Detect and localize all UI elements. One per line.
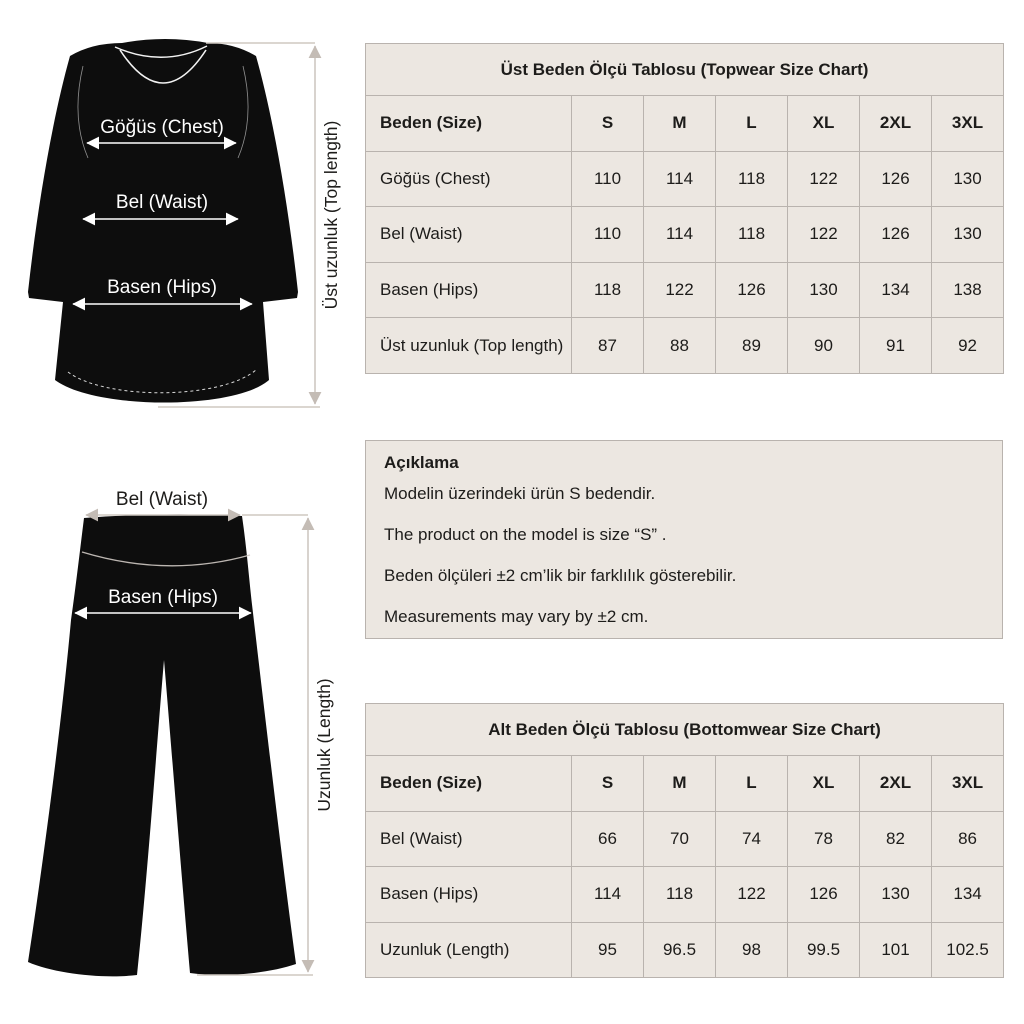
- value-cell: 126: [860, 151, 932, 207]
- value-cell: 98: [716, 922, 788, 978]
- value-cell: 114: [644, 207, 716, 263]
- value-cell: 126: [716, 262, 788, 318]
- row-label-cell: Göğüs (Chest): [366, 151, 572, 207]
- size-header-m: M: [644, 96, 716, 152]
- table-title: Üst Beden Ölçü Tablosu (Topwear Size Chart): [366, 44, 1004, 96]
- note-line: Measurements may vary by ±2 cm.: [384, 607, 649, 626]
- size-header-xl: XL: [788, 756, 860, 812]
- pants-hips-label: Basen (Hips): [108, 587, 218, 608]
- size-header-s: S: [572, 756, 644, 812]
- value-cell: 95: [572, 922, 644, 978]
- value-cell: 122: [716, 867, 788, 923]
- row-label-cell: Bel (Waist): [366, 207, 572, 263]
- value-cell: 96.5: [644, 922, 716, 978]
- value-cell: 88: [644, 318, 716, 374]
- value-cell: 130: [860, 867, 932, 923]
- value-cell: 102.5: [932, 922, 1004, 978]
- note-line: Beden ölçüleri ±2 cm’lik bir farklılık gösterebilir.: [384, 566, 737, 585]
- value-cell: 118: [716, 207, 788, 263]
- value-cell: 110: [572, 207, 644, 263]
- value-cell: 122: [788, 207, 860, 263]
- pants-silhouette: [28, 514, 296, 976]
- value-cell: 101: [860, 922, 932, 978]
- value-cell: 118: [716, 151, 788, 207]
- table-title: Alt Beden Ölçü Tablosu (Bottomwear Size Chart): [366, 704, 1004, 756]
- tunic-illustration: [0, 20, 360, 440]
- value-cell: 74: [716, 811, 788, 867]
- tunic-waist-label: Bel (Waist): [115, 192, 209, 213]
- size-header-2xl: 2XL: [860, 756, 932, 812]
- tunic-chest-label: Göğüs (Chest): [100, 117, 224, 138]
- value-cell: 86: [932, 811, 1004, 867]
- topwear-size-table: [365, 43, 1004, 374]
- value-cell: 78: [788, 811, 860, 867]
- size-header-3xl: 3XL: [932, 756, 1004, 812]
- pants-illustration: [0, 470, 360, 1010]
- bottomwear-size-table: [365, 703, 1004, 978]
- note-line: Modelin üzerindeki ürün S bedendir.: [384, 484, 656, 503]
- notes-box: [365, 440, 1003, 639]
- value-cell: 91: [860, 318, 932, 374]
- value-cell: 130: [932, 207, 1004, 263]
- value-cell: 118: [572, 262, 644, 318]
- tunic-silhouette: [28, 39, 298, 403]
- size-header-l: L: [716, 756, 788, 812]
- value-cell: 138: [932, 262, 1004, 318]
- value-cell: 82: [860, 811, 932, 867]
- tunic-hips-label: Basen (Hips): [107, 277, 217, 298]
- size-header-xl: XL: [788, 96, 860, 152]
- topwear-measurement-figure: [0, 20, 360, 440]
- table-row: [366, 318, 1004, 374]
- size-column-header: Beden (Size): [366, 756, 572, 812]
- table-row: [366, 262, 1004, 318]
- size-header-s: S: [572, 96, 644, 152]
- value-cell: 126: [860, 207, 932, 263]
- size-column-header: Beden (Size): [366, 96, 572, 152]
- table-row: [366, 811, 1004, 867]
- table-row: [366, 207, 1004, 263]
- value-cell: 130: [932, 151, 1004, 207]
- value-cell: 90: [788, 318, 860, 374]
- value-cell: 114: [572, 867, 644, 923]
- value-cell: 110: [572, 151, 644, 207]
- value-cell: 122: [788, 151, 860, 207]
- row-label-cell: Uzunluk (Length): [366, 922, 572, 978]
- value-cell: 114: [644, 151, 716, 207]
- size-header-m: M: [644, 756, 716, 812]
- value-cell: 66: [572, 811, 644, 867]
- size-header-3xl: 3XL: [932, 96, 1004, 152]
- row-label-cell: Üst uzunluk (Top length): [366, 318, 572, 374]
- pants-waist-label: Bel (Waist): [115, 489, 209, 510]
- value-cell: 118: [644, 867, 716, 923]
- table-row: [366, 922, 1004, 978]
- value-cell: 134: [860, 262, 932, 318]
- length-label: Uzunluk (Length): [314, 678, 334, 812]
- table-row: [366, 867, 1004, 923]
- value-cell: 87: [572, 318, 644, 374]
- bottomwear-measurement-figure: [0, 470, 360, 1010]
- top-length-label: Üst uzunluk (Top length): [321, 120, 341, 310]
- value-cell: 126: [788, 867, 860, 923]
- row-label-cell: Basen (Hips): [366, 262, 572, 318]
- size-header-2xl: 2XL: [860, 96, 932, 152]
- row-label-cell: Basen (Hips): [366, 867, 572, 923]
- note-line: The product on the model is size “S” .: [384, 525, 667, 544]
- table-row: [366, 151, 1004, 207]
- row-label-cell: Bel (Waist): [366, 811, 572, 867]
- notes-title: Açıklama: [384, 453, 459, 472]
- value-cell: 70: [644, 811, 716, 867]
- value-cell: 134: [932, 867, 1004, 923]
- value-cell: 122: [644, 262, 716, 318]
- value-cell: 130: [788, 262, 860, 318]
- value-cell: 92: [932, 318, 1004, 374]
- value-cell: 89: [716, 318, 788, 374]
- size-header-l: L: [716, 96, 788, 152]
- value-cell: 99.5: [788, 922, 860, 978]
